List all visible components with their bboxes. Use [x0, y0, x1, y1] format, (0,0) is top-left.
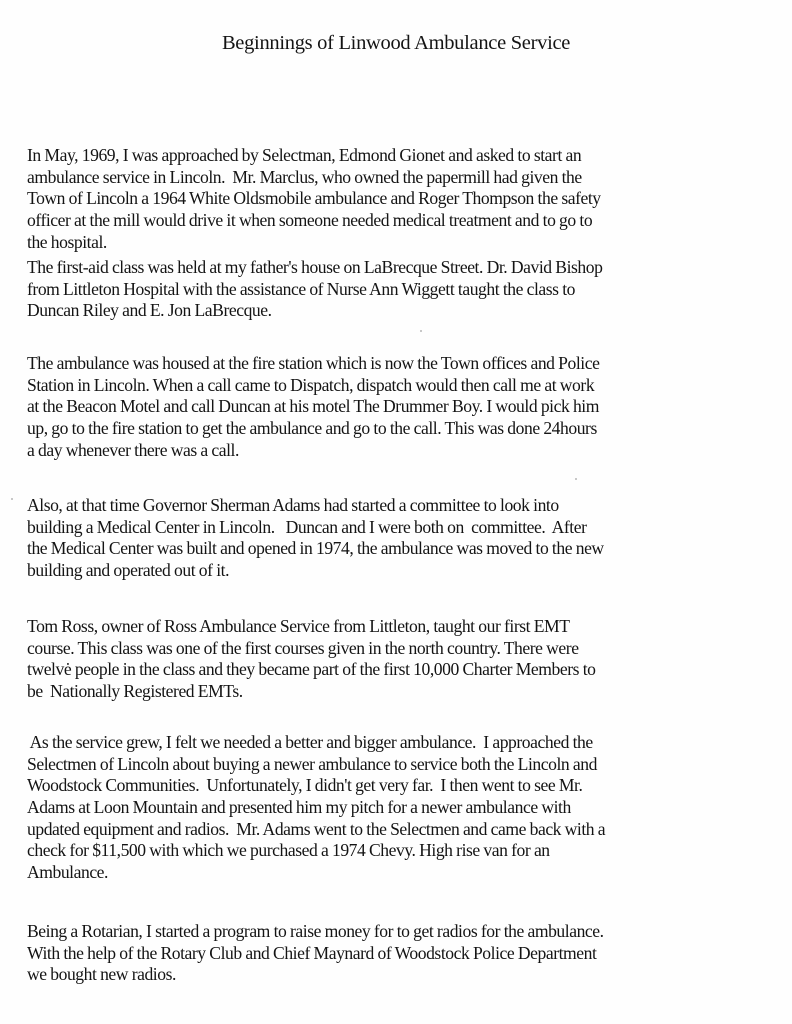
- text-line: at the Beacon Motel and call Duncan at his motel The Drummer Boy. I would pick him: [27, 396, 599, 417]
- text-line: Duncan Riley and E. Jon LaBrecque.: [27, 300, 272, 321]
- paragraph-new-ambulance: [27, 732, 777, 884]
- text-line: we bought new radios.: [27, 964, 176, 985]
- text-line: The first-aid class was held at my father's house on LaBrecque Street. Dr. David Bishop: [27, 257, 603, 277]
- text-line: With the help of the Rotary Club and Chief Maynard of Woodstock Police Department: [27, 942, 597, 963]
- scan-speck: [11, 498, 13, 500]
- text-line: Also, at that time Governor Sherman Adams had started a committee to look into: [27, 495, 559, 515]
- text-line: officer at the mill would drive it when someone needed medical treatment and to go to: [27, 210, 593, 231]
- text-line: Station in Lincoln. When a call came to Dispatch, dispatch would then call me at work: [27, 374, 595, 395]
- text-line: Being a Rotarian, I started a program to raise money for to get radios for the ambulance.: [27, 921, 604, 941]
- text-line: Ambulance.: [27, 862, 108, 883]
- text-line: Selectmen of Lincoln about buying a newer ambulance to service both the Lincoln and: [27, 753, 597, 774]
- text-line: Woodstock Communities. Unfortunately, I didn't get very far. I then went to see Mr.: [27, 775, 583, 796]
- document-title: Beginnings of Linwood Ambulance Service: [221, 32, 571, 54]
- text-line: updated equipment and radios. Mr. Adams went to the Selectmen and came back with a: [27, 818, 606, 839]
- paragraph-first-aid-class: [27, 257, 777, 322]
- text-line: Town of Lincoln a 1964 White Oldsmobile ambulance and Roger Thompson the safety: [27, 188, 601, 209]
- text-line: be Nationally Registered EMTs.: [27, 681, 243, 702]
- text-line: Tom Ross, owner of Ross Ambulance Service from Littleton, taught our first EMT: [27, 616, 570, 636]
- text-line: twelvė people in the class and they became part of the first 10,000 Charter Members to: [27, 659, 596, 680]
- text-line: check for $11,500 with which we purchased a 1974 Chevy. High rise van for an: [27, 840, 550, 861]
- text-line: ambulance service in Lincoln. Mr. Marclus, who owned the papermill had given the: [27, 166, 582, 187]
- paragraph-medical-center: [27, 495, 777, 582]
- text-line: up, go to the fire station to get the ambulance and go to the call. This was done 24hours: [27, 418, 597, 439]
- text-line: from Littleton Hospital with the assistance of Nurse Ann Wiggett taught the class to: [27, 278, 576, 299]
- text-line: The ambulance was housed at the fire station which is now the Town offices and Police: [27, 353, 600, 373]
- paragraph-radios: [27, 921, 777, 986]
- scan-speck: [575, 478, 577, 480]
- paragraph-ambulance-origin: [27, 145, 777, 253]
- text-line: course. This class was one of the first courses given in the north country. There were: [27, 637, 579, 658]
- paragraph-emt-course: [27, 616, 777, 703]
- text-line: Adams at Loon Mountain and presented him my pitch for a newer ambulance with: [27, 797, 571, 818]
- text-line: As the service grew, I felt we needed a better and bigger ambulance. I approached the: [27, 732, 593, 752]
- text-line: a day whenever there was a call.: [27, 439, 239, 460]
- paragraph-fire-station: [27, 353, 777, 461]
- text-line: building and operated out of it.: [27, 560, 230, 581]
- text-line: In May, 1969, I was approached by Selectman, Edmond Gionet and asked to start an: [27, 145, 582, 165]
- scan-speck: [420, 330, 422, 332]
- text-line: building a Medical Center in Lincoln. Duncan and I were both on committee. After: [27, 516, 587, 537]
- text-line: the Medical Center was built and opened in 1974, the ambulance was moved to the new: [27, 538, 604, 559]
- text-line: the hospital.: [27, 231, 107, 252]
